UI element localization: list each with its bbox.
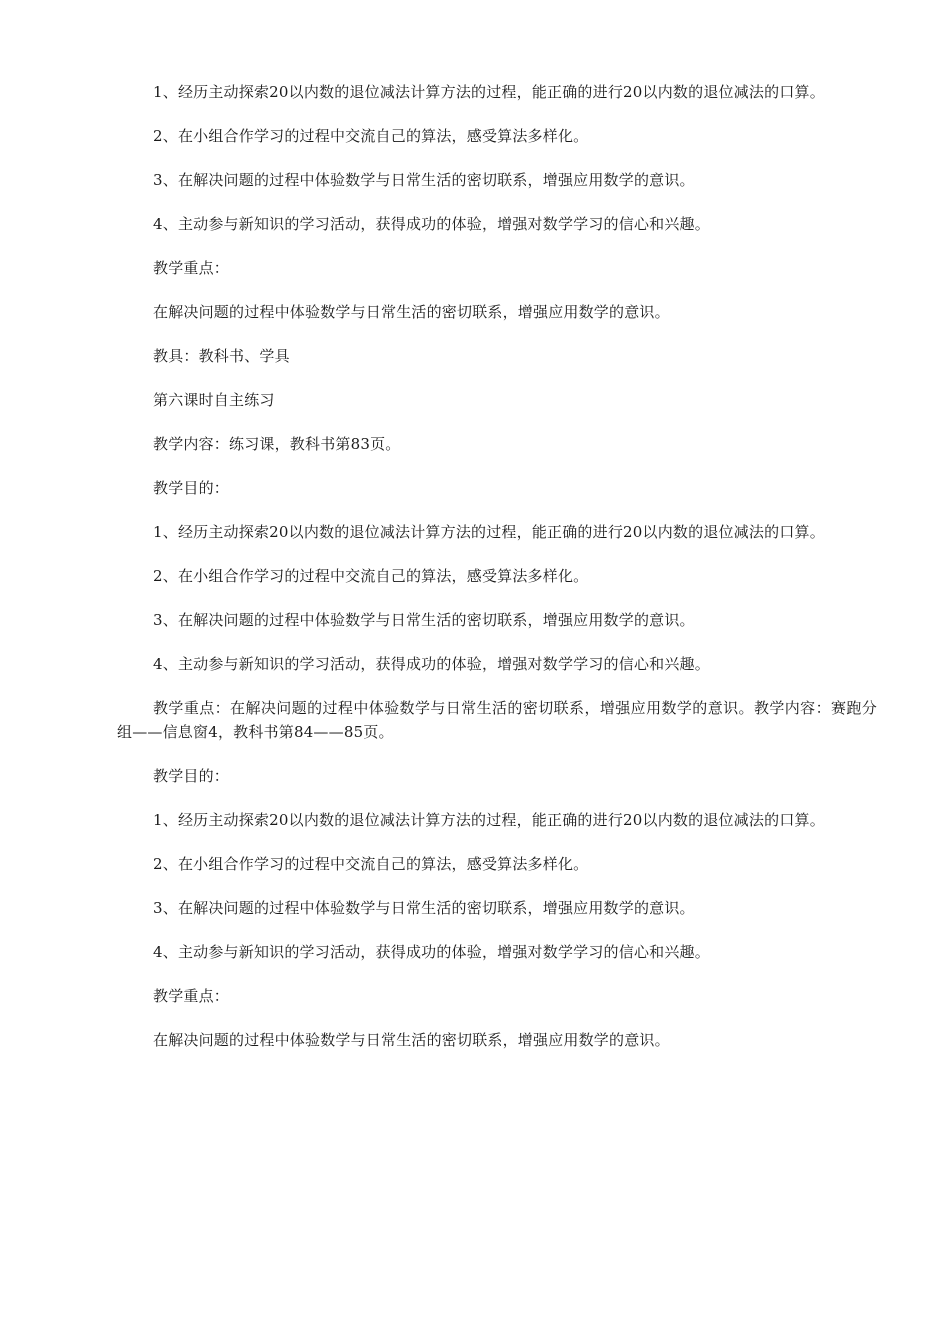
objectives-heading: 教学目的：: [153, 767, 230, 785]
lesson-title: 第六课时自主练习: [153, 391, 275, 409]
key-points-heading: 教学重点：: [153, 259, 230, 277]
document-body: [117, 80, 877, 1072]
objective-4: 4、主动参与新知识的学习活动，获得成功的体验，增强对数学学习的信心和兴趣。: [153, 943, 710, 961]
objective-3: 3、在解决问题的过程中体验数学与日常生活的密切联系，增强应用数学的意识。: [153, 171, 695, 189]
objective-1: 1、经历主动探索20以内数的退位减法计算方法的过程，能正确的进行20以内数的退位减法的口算。: [153, 523, 825, 541]
key-points-text: 在解决问题的过程中体验数学与日常生活的密切联系，增强应用数学的意识。: [153, 1031, 670, 1049]
key-points-text: 在解决问题的过程中体验数学与日常生活的密切联系，增强应用数学的意识。: [153, 303, 670, 321]
key-points-heading: 教学重点：: [153, 987, 230, 1005]
key-points-and-content: 教学重点：在解决问题的过程中体验数学与日常生活的密切联系，增强应用数学的意识。教学内容：赛跑分组——信息窗4，教科书第84——85页。: [117, 699, 877, 741]
objective-2: 2、在小组合作学习的过程中交流自己的算法，感受算法多样化。: [153, 855, 589, 873]
objective-2: 2、在小组合作学习的过程中交流自己的算法，感受算法多样化。: [153, 567, 589, 585]
teaching-aids: 教具：教科书、学具: [153, 347, 290, 365]
objective-4: 4、主动参与新知识的学习活动，获得成功的体验，增强对数学学习的信心和兴趣。: [153, 655, 710, 673]
objective-3: 3、在解决问题的过程中体验数学与日常生活的密切联系，增强应用数学的意识。: [153, 611, 695, 629]
objective-4: 4、主动参与新知识的学习活动，获得成功的体验，增强对数学学习的信心和兴趣。: [153, 215, 710, 233]
objective-3: 3、在解决问题的过程中体验数学与日常生活的密切联系，增强应用数学的意识。: [153, 899, 695, 917]
objective-2: 2、在小组合作学习的过程中交流自己的算法，感受算法多样化。: [153, 127, 589, 145]
objective-1: 1、经历主动探索20以内数的退位减法计算方法的过程，能正确的进行20以内数的退位减法的口算。: [153, 83, 825, 101]
objective-1: 1、经历主动探索20以内数的退位减法计算方法的过程，能正确的进行20以内数的退位减法的口算。: [153, 811, 825, 829]
objectives-heading: 教学目的：: [153, 479, 230, 497]
lesson-content: 教学内容：练习课，教科书第83页。: [153, 435, 401, 453]
